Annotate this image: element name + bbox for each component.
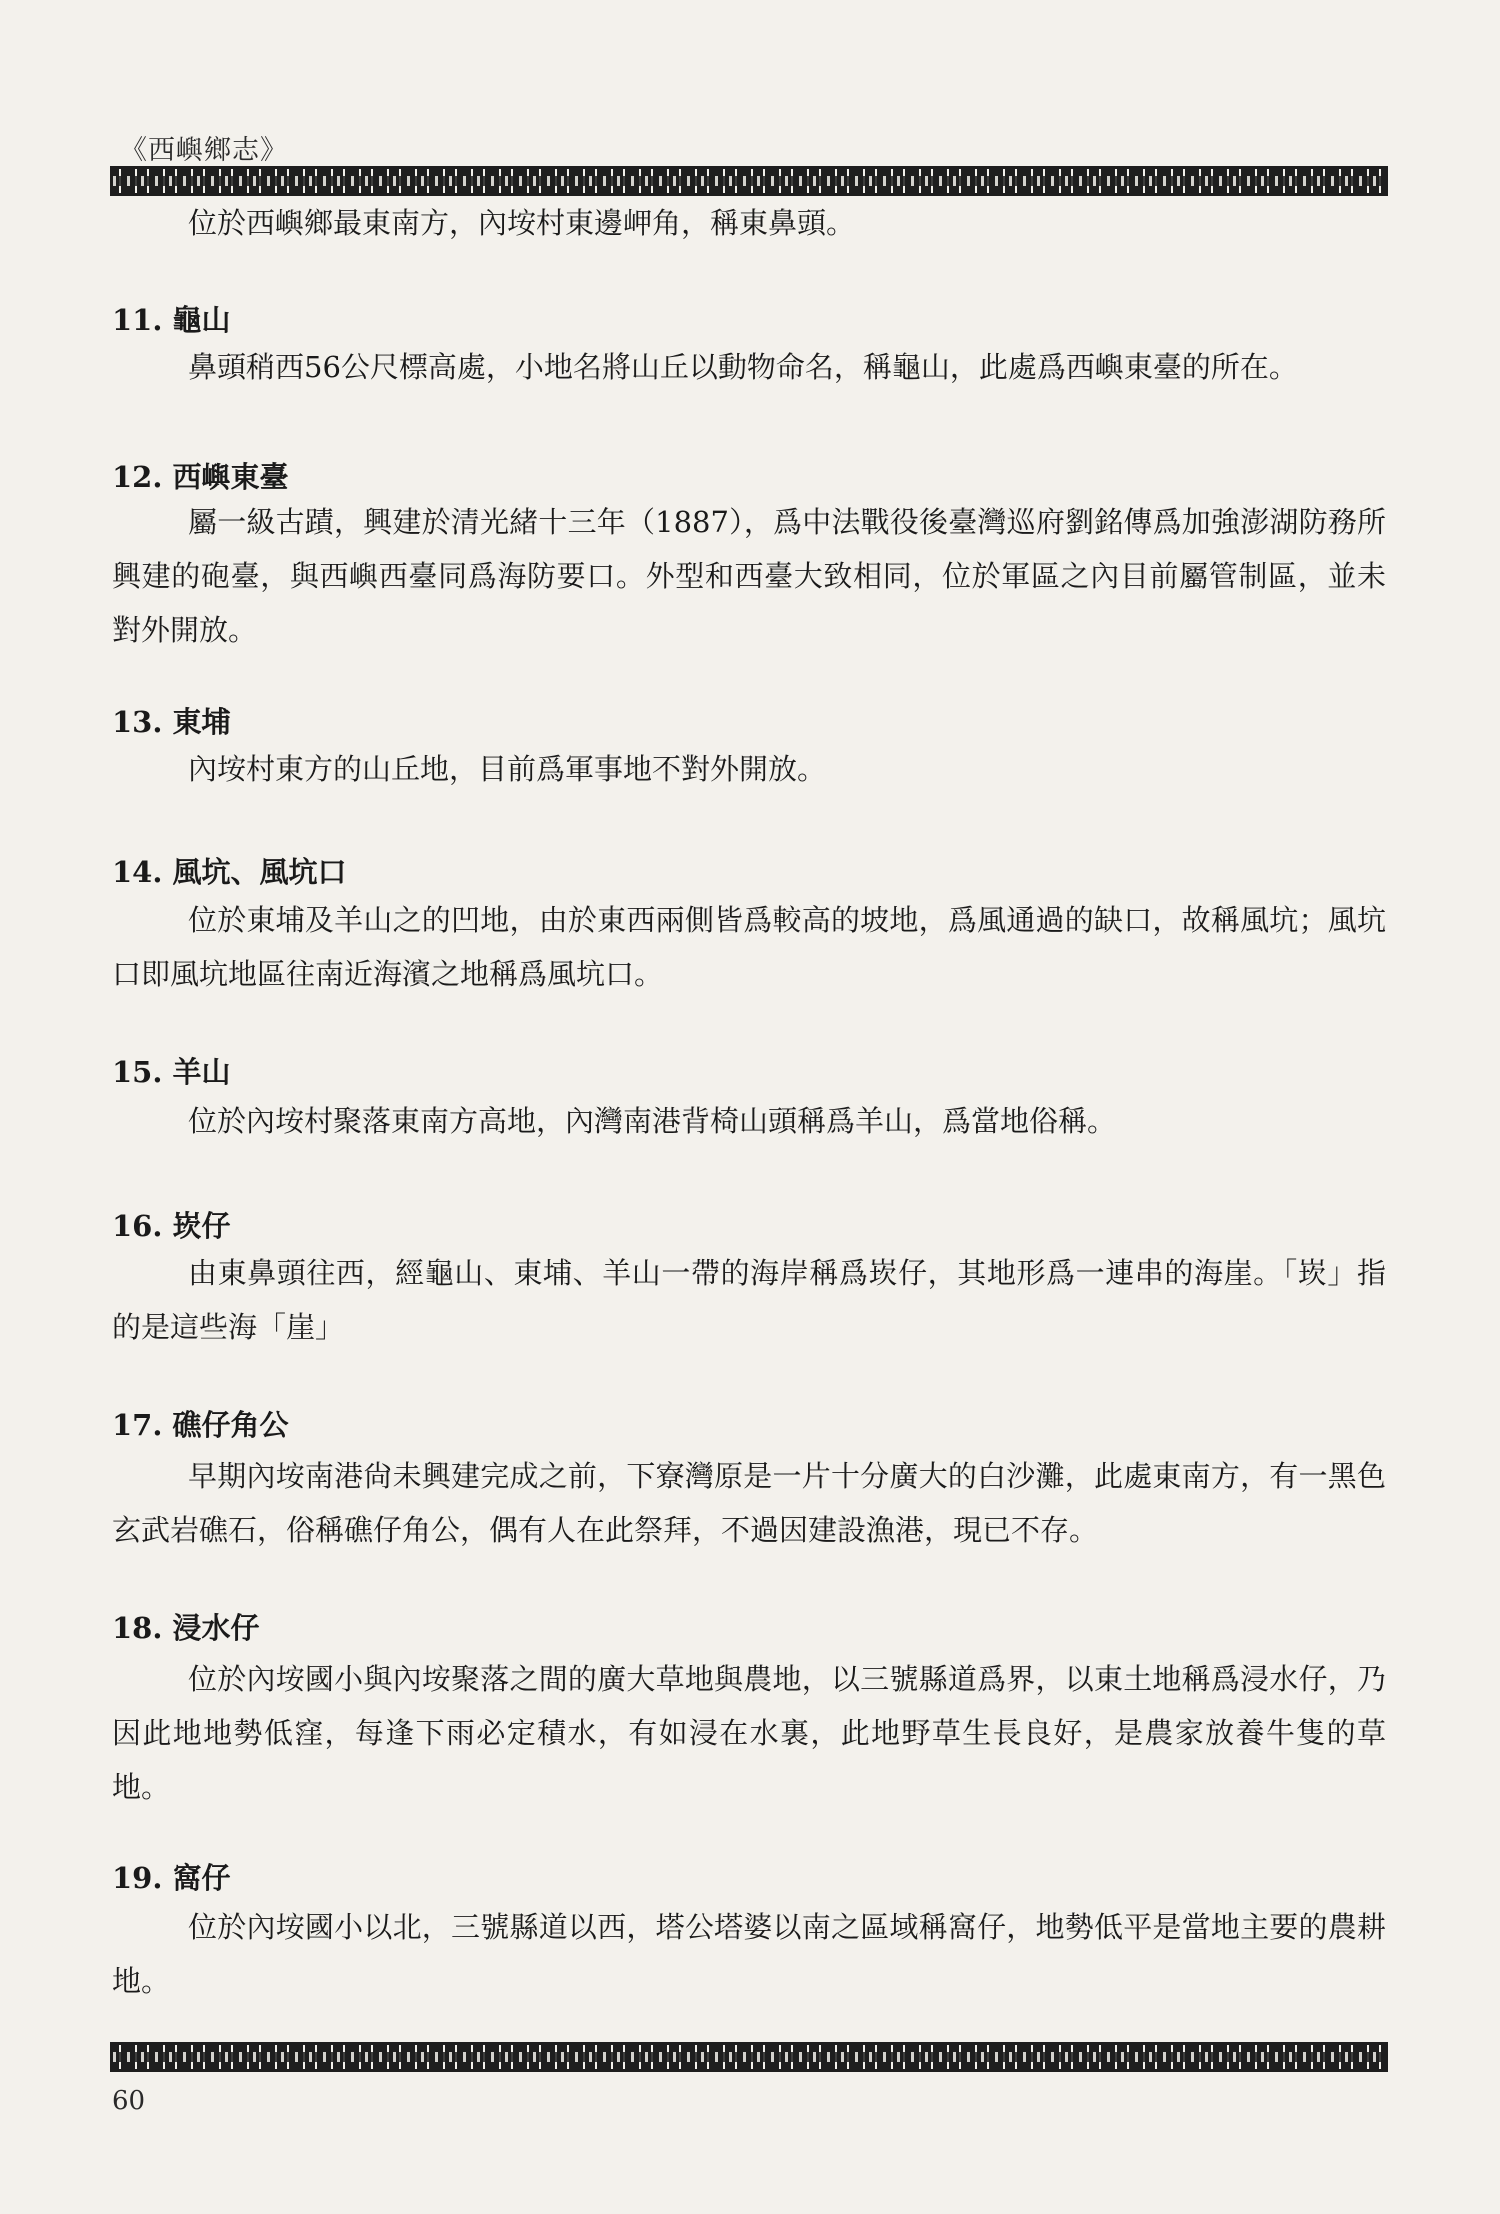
section-heading-12: 12. 西嶼東臺 bbox=[112, 460, 289, 494]
section-body-17: 早期內垵南港尙未興建完成之前，下寮灣原是一片十分廣大的白沙灘，此處東南方，有一黑色玄武岩礁石，俗稱礁仔角公，偶有人在此祭拜，不過因建設漁港，現已不存。 bbox=[112, 1459, 1386, 1547]
decorative-border-bottom bbox=[110, 2042, 1388, 2072]
section-body-14: 位於東埔及羊山之的凹地，由於東西兩側皆爲較高的坡地，爲風通過的缺口，故稱風坑；風坑口即風坑地區往南近海濱之地稱爲風坑口。 bbox=[112, 903, 1386, 991]
section-heading-19: 19. 窩仔 bbox=[112, 1861, 231, 1895]
section-body-15: 位於內垵村聚落東南方高地，內灣南港背椅山頭稱爲羊山，爲當地俗稱。 bbox=[188, 1104, 1117, 1138]
decorative-border-top bbox=[110, 166, 1388, 196]
section-body-19: 位於內垵國小以北，三號縣道以西，塔公塔婆以南之區域稱窩仔，地勢低平是當地主要的農耕地。 bbox=[112, 1910, 1386, 1998]
section-body-18: 位於內垵國小與內垵聚落之間的廣大草地與農地，以三號縣道爲界，以東土地稱爲浸水仔，乃因此地地勢低窪，每逢下雨必定積水，有如浸在水裏，此地野草生長良好，是農家放養牛隻的草地。 bbox=[112, 1662, 1386, 1804]
page-number: 60 bbox=[112, 2086, 146, 2116]
section-heading-11: 11. 龜山 bbox=[112, 303, 231, 337]
intro-paragraph: 位於西嶼鄉最東南方，內垵村東邊岬角，稱東鼻頭。 bbox=[188, 206, 856, 240]
section-heading-17: 17. 礁仔角公 bbox=[112, 1408, 289, 1442]
section-body-11: 鼻頭稍西56公尺標高處，小地名將山丘以動物命名，稱龜山，此處爲西嶼東臺的所在。 bbox=[188, 350, 1298, 384]
section-body-13: 內垵村東方的山丘地，目前爲軍事地不對外開放。 bbox=[188, 752, 827, 786]
section-body-16: 由東鼻頭往西，經龜山、東埔、羊山一帶的海岸稱爲崁仔，其地形爲一連串的海崖。「崁」指的是這些海「崖」 bbox=[112, 1256, 1386, 1344]
section-heading-15: 15. 羊山 bbox=[112, 1055, 231, 1089]
section-body-12: 屬一級古蹟，興建於清光緒十三年（1887），爲中法戰役後臺灣巡府劉銘傳爲加強澎湖防務所興建的砲臺，與西嶼西臺同爲海防要口。外型和西臺大致相同，位於軍區之內目前屬管制區，並未對外開放。 bbox=[112, 505, 1386, 647]
running-head: 《西嶼鄉志》 bbox=[120, 135, 288, 166]
section-heading-13: 13. 東埔 bbox=[112, 705, 231, 739]
section-heading-18: 18. 浸水仔 bbox=[112, 1611, 260, 1645]
section-heading-14: 14. 風坑、風坑口 bbox=[112, 855, 347, 889]
section-heading-16: 16. 崁仔 bbox=[112, 1209, 231, 1243]
